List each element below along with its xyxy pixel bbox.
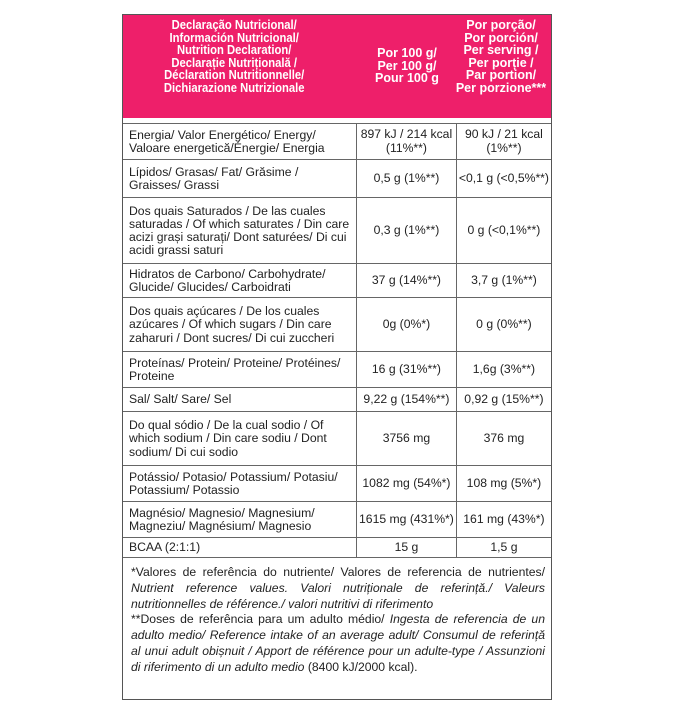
header-name-line: Declaração Nutricional/ [171,18,297,32]
header-name-column [137,19,331,95]
value-per-serving: 90 kJ / 21 kcal (1%**) [456,124,551,160]
value-per-100g: 1615 mg (431%*) [357,502,457,538]
header-serving-line: Por porção/ [466,18,536,32]
table-row [123,198,551,264]
value-per-serving: 3,7 g (1%**) [456,264,551,298]
value-per-serving: 0 g (<0,1%**) [456,198,551,264]
table-row [123,538,551,558]
value-per-100g: 0g (0%*) [357,298,457,352]
value-per-serving: 0,92 g (15%**) [456,388,551,412]
footnote-italic-text: Ingesta de referencia de un adulto medio/ Reference intake of an average adult/ Consumul de referință al unui adult obișnuit / Apport de référence pour un adulte-type / Assunzioni di riferimento di un adulto medio [131,612,545,674]
value-per-100g: 897 kJ / 214 kcal (11%**) [357,124,457,160]
nutrient-name: Dos quais Saturados / De las cuales saturadas / Of which saturates / Din care acizi grași saturați/ Dont saturées/ Di cui acidi grassi saturi [123,198,357,264]
header-serving-line: Per porzione*** [455,80,547,95]
nutrient-name: Proteínas/ Protein/ Proteine/ Protéines/ Proteine [123,352,357,388]
header-name-line: Información Nutricional/ [169,30,299,45]
table-row [123,352,551,388]
value-per-100g: 37 g (14%**) [357,264,457,298]
header-serving-line: Par portion/ [465,68,537,83]
nutrient-name: Do qual sódio / De la cual sodio / Of which sodium / Din care sodiu / Dont sodium/ Di cui sodio [123,412,357,466]
value-per-serving: <0,1 g (<0,5%**) [456,160,551,198]
nutrient-name: Hidratos de Carbono/ Carbohydrate/ Glucide/ Glucides/ Carboidrati [123,264,357,298]
header-name-line: Déclaration Nutritionnelle/ [164,68,305,83]
table-row [123,298,551,352]
footnote-text: **Doses de referência para um adulto médio/ [131,612,390,627]
footnote-reference-intake [131,612,545,675]
nutrient-name: BCAA (2:1:1) [123,538,357,558]
table-row [123,388,551,412]
footnote-text: (8400 kJ/2000 kcal). [304,659,418,674]
header-100g-line: Por 100 g/ [377,46,437,60]
table-row [123,264,551,298]
table-row [123,124,551,160]
value-per-serving: 108 mg (5%*) [456,466,551,502]
table-row [123,502,551,538]
nutrition-panel [122,14,552,700]
header-100g-line: Per 100 g/ [377,58,437,73]
header-name-line: Declarație Nutrițională / [171,55,298,70]
value-per-serving: 376 mg [456,412,551,466]
nutrient-name: Lípidos/ Grasas/ Fat/ Grăsime / Graisses/ Grassi [123,160,357,198]
nutrient-name: Dos quais açúcares / De los cuales azúcares / Of which sugars / Din care zaharuri / Dont sucres/ Di cui zuccheri [123,298,357,352]
footnote-reference-values [131,565,545,612]
nutrient-name: Energia/ Valor Energético/ Energy/ Valoare energetică/Énergie/ Energia [123,124,357,160]
nutrition-table [123,123,551,558]
header-serving-line: Por porción/ [464,30,538,45]
header-100g-line: Pour 100 g [375,71,439,86]
value-per-100g: 0,3 g (1%**) [357,198,457,264]
value-per-serving: 1,5 g [456,538,551,558]
table-header [123,15,551,118]
value-per-100g: 16 g (31%**) [357,352,457,388]
nutrient-name: Potássio/ Potasio/ Potassium/ Potasiu/ Potassium/ Potassio [123,466,357,502]
value-per-serving: 161 mg (43%*) [456,502,551,538]
value-per-100g: 1082 mg (54%*) [357,466,457,502]
footnote-italic-text: Nutrient reference values. Valori nutriționale de referință./ Valeurs nutritionnelles de référence./ valori nutritivi di riferimento [131,580,545,611]
header-name-line: Dichiarazione Nutrizionale [163,80,305,95]
value-per-serving: 0 g (0%**) [456,298,551,352]
footnotes [131,565,545,676]
value-per-100g: 3756 mg [357,412,457,466]
footnote-text: *Valores de referência do nutriente/ Valores de referencia de nutrientes/ [131,565,545,579]
header-per-serving-column [453,19,549,95]
value-per-100g: 15 g [357,538,457,558]
nutrient-name: Sal/ Salt/ Sare/ Sel [123,388,357,412]
header-serving-line: Per porție / [468,55,534,70]
value-per-serving: 1,6g (3%**) [456,352,551,388]
header-per-100g-column [367,47,447,85]
table-row [123,412,551,466]
header-name-line: Nutrition Declaration/ [177,43,292,58]
header-serving-line: Per serving / [463,43,539,58]
nutrient-name: Magnésio/ Magnesio/ Magnesium/ Magneziu/ Magnésium/ Magnesio [123,502,357,538]
value-per-100g: 9,22 g (154%**) [357,388,457,412]
table-row [123,160,551,198]
value-per-100g: 0,5 g (1%**) [357,160,457,198]
table-row [123,466,551,502]
